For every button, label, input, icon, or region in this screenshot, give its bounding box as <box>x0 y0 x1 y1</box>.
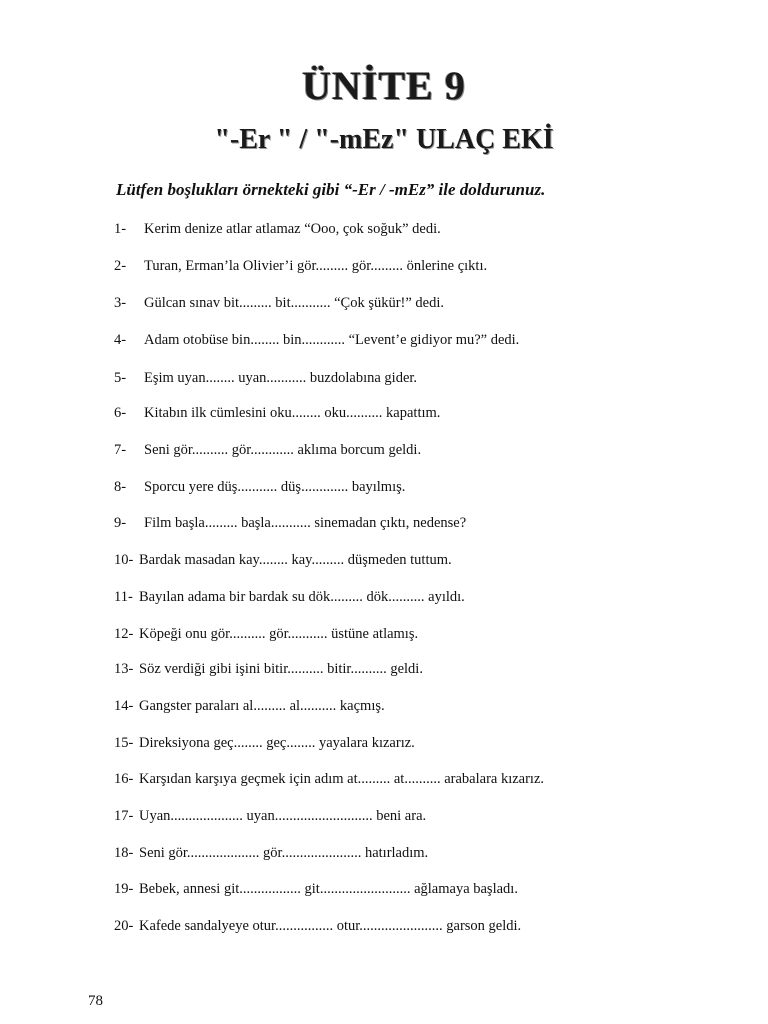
exercise-item <box>114 220 734 238</box>
exercise-item <box>114 441 734 459</box>
exercise-number: 20- <box>114 918 134 934</box>
exercise-number: 18- <box>114 845 134 861</box>
instruction-text: Lütfen boşlukları örnekteki gibi “-Er / -mEz” ile doldurunuz. <box>116 180 546 199</box>
exercise-item <box>114 294 734 312</box>
exercise-number: 5- <box>114 370 127 386</box>
exercise-text: Seni gör.......... gör............ aklıma borcum geldi. <box>144 442 422 458</box>
exercise-text: Köpeği onu gör.......... gör........... üstüne atlamış. <box>139 626 419 642</box>
exercise-item <box>114 257 734 275</box>
exercise-item <box>114 734 734 752</box>
exercise-item <box>114 660 734 678</box>
exercise-text: Söz verdiği gibi işini bitir.......... bitir.......... geldi. <box>139 661 423 677</box>
exercise-item <box>114 331 734 349</box>
exercise-item <box>114 369 734 387</box>
exercise-number: 16- <box>114 771 134 787</box>
exercise-number: 14- <box>114 698 134 714</box>
exercise-item <box>114 588 734 606</box>
exercise-number: 17- <box>114 808 134 824</box>
exercise-number: 7- <box>114 442 127 458</box>
exercise-item <box>114 551 734 569</box>
exercise-text: Direksiyona geç........ geç........ yayalara kızarız. <box>139 735 415 751</box>
exercise-text: Turan, Erman’la Olivier’i gör......... gör......... önlerine çıktı. <box>144 258 488 274</box>
exercise-item <box>114 625 734 643</box>
exercise-text: Kitabın ilk cümlesini oku........ oku.......... kapattım. <box>144 405 441 421</box>
exercise-item <box>114 770 734 788</box>
page-number: 78 <box>88 993 103 1009</box>
exercise-number: 10- <box>114 552 134 568</box>
exercise-text: Bebek, annesi git................. git......................... ağlamaya başladı. <box>139 881 518 897</box>
exercise-number: 19- <box>114 881 134 897</box>
exercise-item <box>114 844 734 862</box>
exercise-item <box>114 697 734 715</box>
exercise-text: Sporcu yere düş........... düş............. bayılmış. <box>144 479 406 495</box>
exercise-number: 13- <box>114 661 134 677</box>
exercise-number: 15- <box>114 735 134 751</box>
exercise-number: 9- <box>114 515 127 531</box>
exercise-item <box>114 917 734 935</box>
exercise-text: Bayılan adama bir bardak su dök......... dök.......... ayıldı. <box>139 589 465 605</box>
exercise-item <box>114 404 734 422</box>
exercise-number: 11- <box>114 589 133 605</box>
exercise-text: Uyan.................... uyan........................... beni ara. <box>139 808 427 824</box>
exercise-text: Adam otobüse bin........ bin............ “Levent’e gidiyor mu?” dedi. <box>144 332 520 348</box>
exercise-text: Seni gör.................... gör...................... hatırladım. <box>139 845 429 861</box>
exercise-number: 6- <box>114 405 127 421</box>
exercise-text: Gülcan sınav bit......... bit........... “Çok şükür!” dedi. <box>144 295 445 311</box>
unit-title: ÜNİTE 9 <box>302 63 466 108</box>
exercise-text: Bardak masadan kay........ kay......... düşmeden tuttum. <box>139 552 452 568</box>
exercise-item <box>114 478 734 496</box>
exercise-number: 12- <box>114 626 134 642</box>
exercise-text: Karşıdan karşıya geçmek için adım at......... at.......... arabalara kızarız. <box>139 771 545 787</box>
exercise-text: Kafede sandalyeye otur................ otur....................... garson geldi. <box>139 918 522 934</box>
exercise-number: 2- <box>114 258 127 274</box>
exercise-text: Film başla......... başla........... sinemadan çıktı, nedense? <box>144 515 467 531</box>
exercise-number: 3- <box>114 295 127 311</box>
exercise-number: 8- <box>114 479 127 495</box>
exercise-item <box>114 880 734 898</box>
exercise-number: 1- <box>114 221 127 237</box>
lesson-subtitle: "-Er " / "-mEz" ULAÇ EKİ <box>214 124 554 155</box>
exercise-text: Kerim denize atlar atlamaz “Ooo, çok soğuk” dedi. <box>144 221 441 237</box>
exercise-number: 4- <box>114 332 127 348</box>
exercise-item <box>114 807 734 825</box>
exercise-item <box>114 514 734 532</box>
exercise-text: Eşim uyan........ uyan........... buzdolabına gider. <box>144 370 418 386</box>
exercise-text: Gangster paraları al......... al.......... kaçmış. <box>139 698 385 714</box>
